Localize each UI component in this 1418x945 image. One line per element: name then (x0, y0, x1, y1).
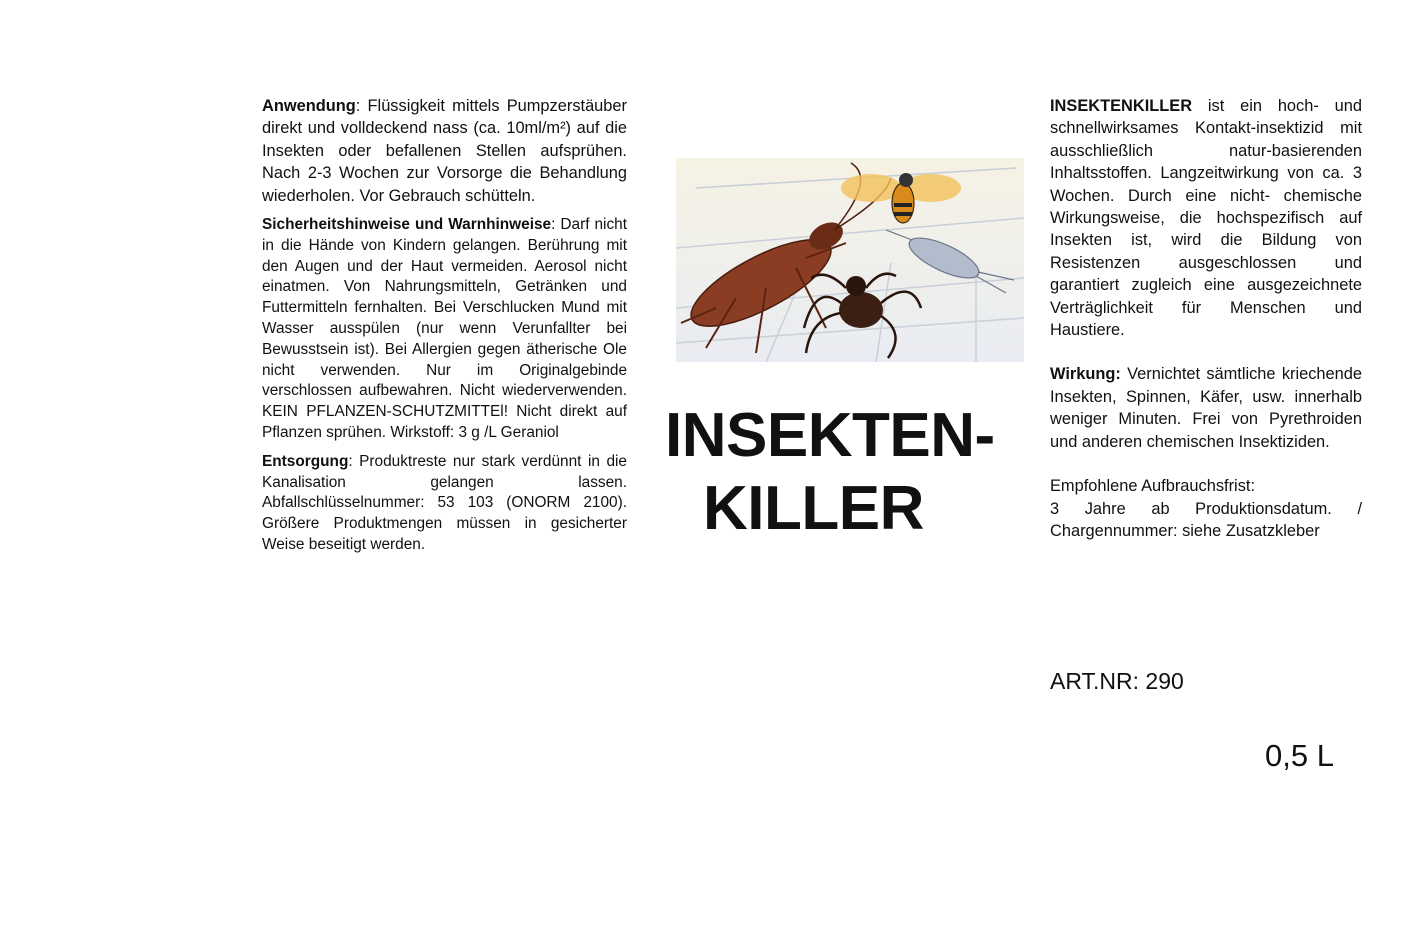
volume-label: 0,5 L (1265, 738, 1334, 773)
entsorgung-text: : Produktreste nur stark verdünnt in die Kanalisation gelangen lassen. Abfallschlüsselnummer: 53 103 (ONORM 2100). Größere Produktmengen müssen in gesicherter Weise beseitigt werden. (262, 452, 627, 553)
anwendung-paragraph (262, 95, 627, 207)
right-column (1050, 95, 1362, 542)
sicherheit-label: Sicherheitshinweise und Warnhinweise (262, 216, 552, 234)
anwendung-text: : Flüssigkeit mittels Pumpzerstäuber direkt und volldeckend nass (ca. 10ml/m²) auf die Insekten oder befallenen Stellen aufsprühen. Nach 2-3 Wochen zur Vorsorge die Behandlung wiederholen. Vor Gebrauch schütteln. (262, 97, 627, 205)
frist-text: 3 Jahre ab Produktionsdatum. / Chargennummer: siehe Zusatzkleber (1050, 499, 1362, 540)
frist-label: Empfohlene Aufbrauchsfrist: (1050, 477, 1255, 496)
sicherheit-paragraph (262, 215, 627, 444)
intro-text: ist ein hoch- und schnellwirksames Kontakt-insektizid mit ausschließlich natur-basierenden Inhaltsstoffen. Langzeitwirkung von ca. 3 Wochen. Durch eine nicht- chemische Wirkungsweise, die hochspezifisch auf Insekten ist, wird die Bildung von Resistenzen ausgeschlossen und garantiert zugleich eine ausgezeichnete Verträglichkeit für Menschen und Haustiere. (1050, 97, 1362, 340)
entsorgung-label: Entsorgung (262, 452, 349, 470)
product-title-line2: KILLER (703, 474, 924, 543)
wirkung-label: Wirkung: (1050, 365, 1121, 384)
intro-label: INSEKTENKILLER (1050, 97, 1193, 115)
insect-illustration (676, 158, 1024, 362)
anwendung-label: Anwendung (262, 97, 356, 115)
intro-paragraph (1050, 95, 1362, 341)
article-number: ART.NR: 290 (1050, 668, 1184, 694)
product-title-line1: INSEKTEN- (665, 401, 995, 470)
left-column (262, 95, 627, 556)
wirkung-paragraph (1050, 363, 1362, 453)
wirkung-text: Vernichtet sämtliche kriechende Insekten, Spinnen, Käfer, usw. innerhalb weniger Minuten. Frei von Pyrethroiden und anderen chemischen Insektiziden. (1050, 365, 1362, 451)
entsorgung-paragraph (262, 452, 627, 556)
sicherheit-text: : Darf nicht in die Hände von Kindern gelangen. Berührung mit den Augen und der Haut vermeiden. Aerosol nicht einatmen. Von Nahrungsmitteln, Getränken und Futtermitteln fernhalten. Bei Verschlucken Mund mit Wasser ausspülen (nur wenn Verunfallter bei Bewusstsein ist). Bei Allergien gegen ätherische Ole nicht verwenden. Nur im Originalgebinde verschlossen aufbewahren. Nicht wiederverwenden. KEIN PFLANZEN-SCHUTZMITTEl! Nicht direkt auf Pflanzen sprühen. Wirkstoff: 3 g /L Geraniol (262, 216, 627, 441)
